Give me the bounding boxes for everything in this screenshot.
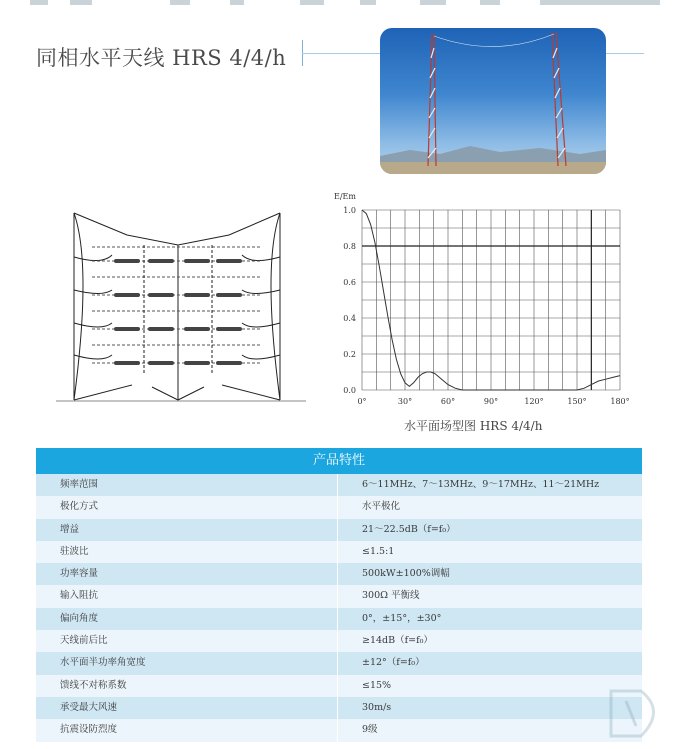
spec-value: 300Ω 平衡线	[362, 590, 420, 602]
y-axis-label: E/Em	[334, 192, 356, 201]
spec-label: 驻波比	[36, 541, 338, 563]
spec-value: 500kW±100%调幅	[362, 568, 450, 580]
table-row	[36, 719, 642, 741]
x-tick-label: 0°	[357, 397, 367, 406]
table-row	[36, 519, 642, 541]
product-specs-table	[36, 448, 642, 742]
top-decoration	[0, 0, 688, 8]
spec-label: 承受最大风速	[36, 697, 338, 719]
top-catenary	[74, 213, 280, 245]
table-row	[36, 608, 642, 630]
spec-label: 频率范围	[36, 474, 338, 496]
spec-label: 抗震设防烈度	[36, 719, 338, 741]
right-curtain	[242, 255, 280, 359]
right-tower-icon	[552, 32, 566, 166]
left-curtain	[74, 255, 112, 359]
table-row	[36, 563, 642, 585]
spec-label: 馈线不对称系数	[36, 675, 338, 697]
table-row	[36, 585, 642, 607]
spec-value: ≥14dB（f=f₀）	[362, 635, 433, 647]
spec-label: 功率容量	[36, 563, 338, 585]
left-tower-icon	[428, 34, 436, 166]
y-tick-label: 0.0	[343, 386, 356, 395]
spec-value: 0°，±15°，±30°	[362, 612, 442, 624]
spec-label: 水平面半功率角宽度	[36, 652, 338, 674]
table-row	[36, 474, 642, 496]
y-tick-label: 0.6	[343, 278, 356, 287]
x-tick-label: 90°	[483, 397, 499, 406]
table-row	[36, 652, 642, 674]
y-tick-label: 0.2	[343, 350, 356, 359]
spec-label: 天线前后比	[36, 630, 338, 652]
chart-svg	[330, 185, 630, 415]
spec-value: 9级	[362, 724, 378, 736]
antenna-curtain-diagram	[52, 205, 310, 410]
spec-label: 输入阻抗	[36, 585, 338, 607]
x-tick-label: 180°	[610, 397, 630, 406]
y-tick-label: 1.0	[343, 206, 356, 215]
y-tick-label: 0.4	[343, 314, 356, 323]
y-tick-label: 0.8	[343, 242, 356, 251]
antenna-structure-diagram	[52, 205, 310, 410]
chart-caption: 水平面场型图 HRS 4/4/h	[404, 419, 543, 433]
spec-label: 极化方式	[36, 496, 338, 518]
title-rule	[302, 53, 382, 54]
spec-value: ≤15%	[362, 679, 392, 691]
page-title: 同相水平天线 HRS 4/4/h	[36, 46, 287, 70]
table-row	[36, 496, 642, 518]
x-tick-label: 30°	[397, 397, 413, 406]
table-row	[36, 541, 642, 563]
logo-watermark-icon	[606, 681, 676, 741]
spec-value: 水平极化	[362, 501, 401, 513]
spec-value: 21～22.5dB（f=f₀）	[362, 523, 456, 535]
spec-value: 6～11MHz、7～13MHz、9～17MHz、11～21MHz	[362, 479, 600, 490]
x-tick-label: 60°	[440, 397, 456, 406]
photo-rule	[604, 53, 644, 54]
bottom-guys	[74, 385, 280, 400]
table-row	[36, 630, 642, 652]
antenna-photo	[380, 28, 606, 174]
table-row	[36, 697, 642, 719]
spec-value: 30m/s	[362, 701, 392, 713]
radiation-pattern-chart	[330, 185, 630, 435]
x-tick-label: 120°	[524, 397, 544, 406]
spec-rows	[36, 474, 642, 742]
spec-value: ±12°（f=f₀）	[362, 657, 425, 669]
wire	[434, 34, 554, 47]
dipole-rows	[92, 247, 262, 363]
x-tick-label: 150°	[567, 397, 587, 406]
table-row	[36, 675, 642, 697]
spec-label: 偏向角度	[36, 608, 338, 630]
ground	[380, 162, 606, 174]
specs-header: 产品特性	[36, 448, 642, 474]
antenna-towers-illustration	[380, 28, 606, 174]
spec-label: 增益	[36, 519, 338, 541]
spec-value: ≤1.5:1	[362, 545, 395, 557]
guy-wires	[74, 213, 280, 400]
